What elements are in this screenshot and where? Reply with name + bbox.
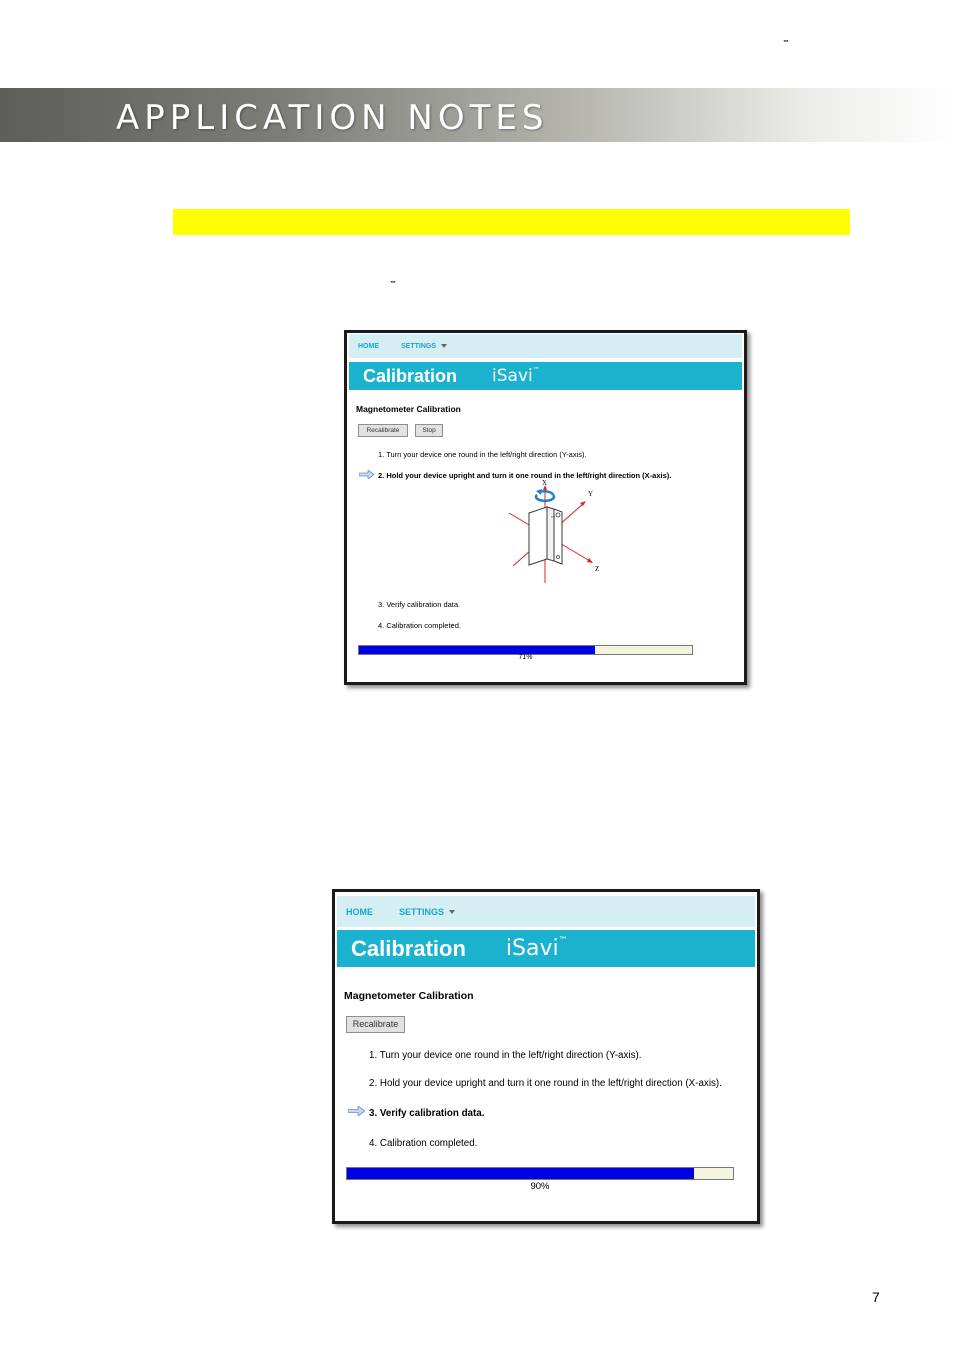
recalibrate-button[interactable]: Recalibrate (346, 1016, 405, 1033)
axis-label-y: Y (588, 490, 594, 498)
nav-settings-menu[interactable] (401, 343, 447, 350)
nav-home-link[interactable]: HOME (346, 906, 373, 917)
page-number: 7 (872, 1289, 880, 1305)
axis-label-z: Z (595, 565, 600, 573)
step-1: 1. Turn your device one round in the left/right direction (Y-axis). (378, 450, 587, 459)
nav-home-link[interactable]: HOME (358, 342, 379, 350)
progress-label: 71% (518, 654, 533, 661)
progress-fill (359, 646, 595, 654)
trademark-mark-2: ™ (390, 281, 396, 287)
stop-button[interactable]: Stop (415, 424, 443, 437)
calibration-screenshot-71 (344, 330, 747, 685)
page-title: APPLICATION NOTES (116, 98, 549, 138)
nav-bar (349, 334, 742, 358)
chevron-down-icon (449, 910, 455, 914)
progress-label: 90% (530, 1181, 550, 1192)
current-step-arrow-icon (359, 470, 374, 479)
brand-tm: ™ (558, 936, 568, 946)
trademark-mark: ™ (783, 40, 789, 46)
screen-title: Calibration (363, 365, 458, 386)
progress-fill (347, 1168, 694, 1179)
progress-bar (346, 1167, 734, 1180)
highlight-bar (173, 209, 850, 235)
step-2-axis: (X-axis). (642, 471, 672, 480)
step-2: 2. Hold your device upright and turn it one round in the left/right direction (X-axis). (369, 1078, 722, 1089)
device-rotation-diagram (504, 479, 604, 587)
brand-logo (492, 366, 540, 386)
calibration-screenshot-90 (332, 889, 760, 1224)
title-bar (349, 362, 742, 390)
brand-tm: ™ (532, 366, 540, 374)
nav-settings-label: SETTINGS (399, 906, 445, 917)
step-3: 3. Verify calibration data. (378, 600, 461, 609)
step-2-text: 2. Hold your device upright and turn it one round in the left/right direction (378, 471, 643, 480)
nav-settings-menu[interactable] (399, 907, 455, 917)
title-bar (337, 930, 755, 967)
section-heading: Magnetometer Calibration (344, 990, 474, 1002)
section-heading: Magnetometer Calibration (356, 404, 461, 414)
svg-text:ᵀᴹ: ᵀᴹ (551, 515, 555, 520)
chevron-down-icon (441, 344, 447, 348)
step-3-current: 3. Verify calibration data. (369, 1108, 485, 1119)
current-step-arrow-icon (348, 1106, 365, 1116)
brand-name: iSavi (505, 936, 559, 961)
nav-bar (337, 896, 755, 927)
screen-title: Calibration (351, 935, 466, 961)
nav-settings-label: SETTINGS (401, 342, 437, 350)
axis-label-x: X (542, 479, 548, 487)
step-4: 4. Calibration completed. (369, 1138, 478, 1149)
brand-name: iSavi (492, 366, 533, 386)
brand-logo (506, 936, 568, 961)
step-4: 4. Calibration completed. (378, 621, 461, 630)
step-1: 1. Turn your device one round in the left/right direction (Y-axis). (369, 1050, 642, 1061)
recalibrate-button[interactable]: Recalibrate (358, 424, 408, 437)
